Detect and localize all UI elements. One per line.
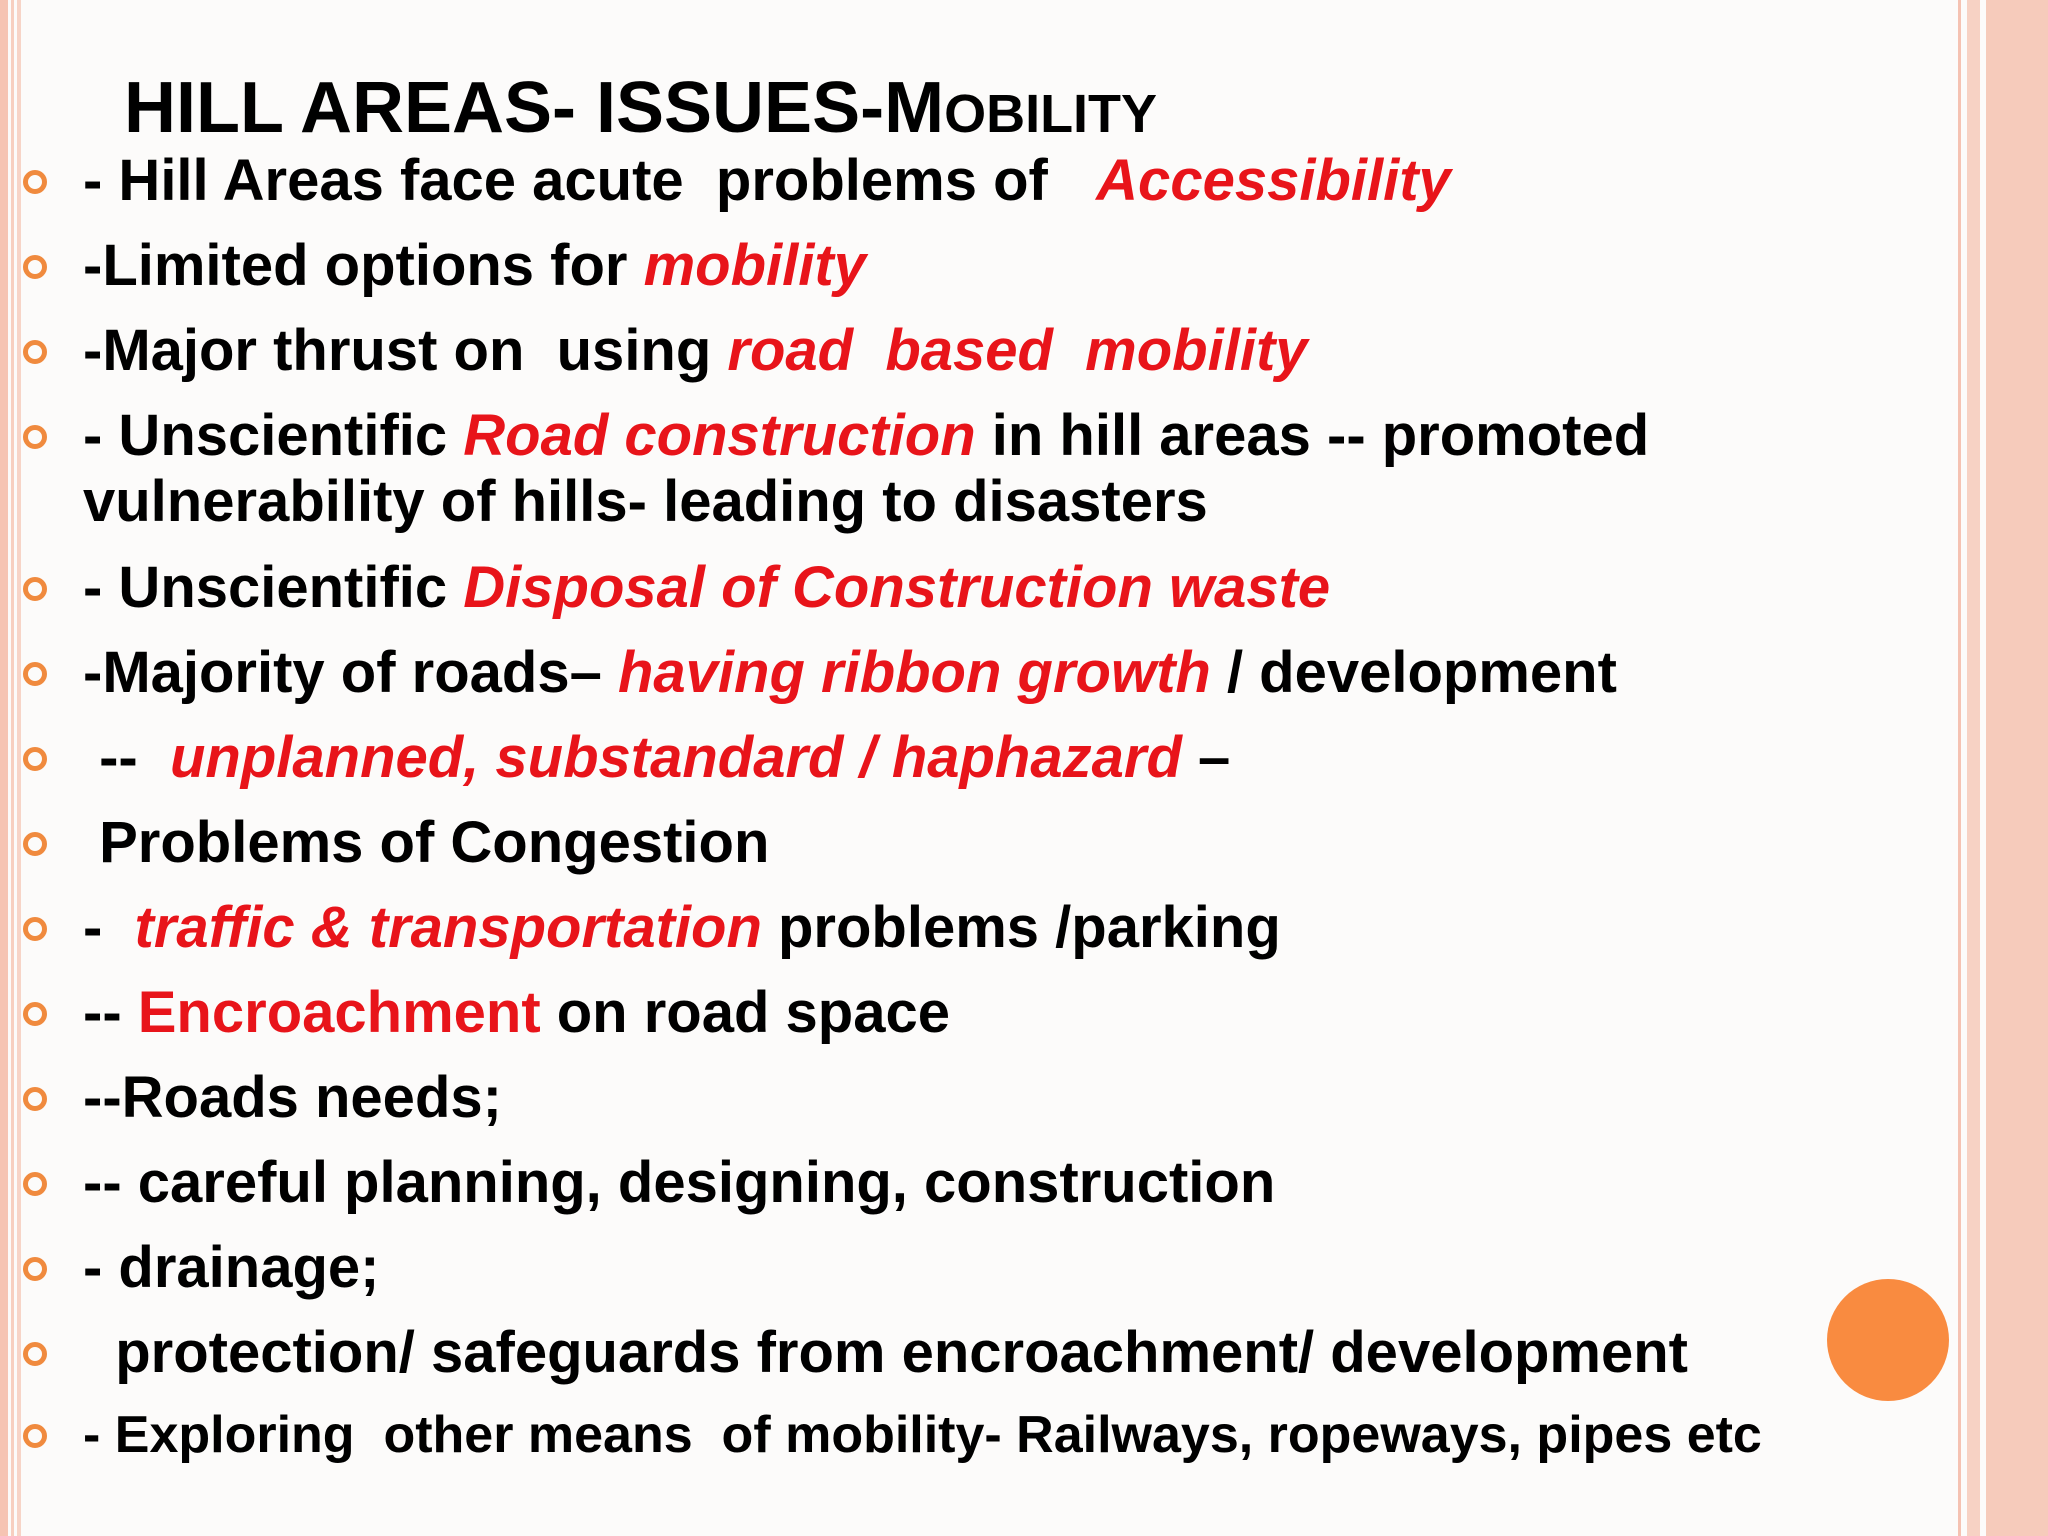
- bullet-item-congestion: [83, 810, 769, 876]
- bullet-text: --: [83, 725, 170, 790]
- hollow-circle-bullet-icon: [23, 747, 47, 771]
- hollow-circle-bullet-icon: [23, 340, 47, 364]
- bullet-item-unplanned: [83, 725, 1230, 791]
- title-main: HILL AREAS- ISSUES-M: [124, 68, 945, 148]
- bullet-item-mobility-options: [83, 233, 866, 299]
- bullet-text: -: [83, 895, 135, 960]
- right-border-band: [1958, 0, 2048, 1536]
- hollow-circle-bullet-icon: [23, 1002, 47, 1026]
- bullet-text: -Majority of roads–: [83, 640, 618, 705]
- hollow-circle-bullet-icon: [23, 577, 47, 601]
- bullet-emphasis: Disposal of Construction waste: [463, 555, 1331, 620]
- bullet-emphasis: having ribbon growth: [617, 640, 1211, 705]
- bullet-text: -Major thrust on using: [83, 318, 728, 383]
- bullet-text: protection/ safeguards from encroachment/ development: [83, 1320, 1688, 1385]
- bullet-item-accessibility: [83, 148, 1451, 214]
- bullet-emphasis: road based mobility: [727, 318, 1308, 383]
- hollow-circle-bullet-icon: [23, 1087, 47, 1111]
- bullet-emphasis: unplanned, substandard / haphazard: [169, 725, 1182, 790]
- bullet-emphasis: Road construction: [463, 403, 976, 468]
- bullet-text: / development: [1210, 640, 1617, 705]
- bullet-text: --: [83, 980, 138, 1045]
- bullet-item-drainage: [83, 1235, 380, 1301]
- bullet-text: –: [1181, 725, 1231, 790]
- bullet-item-road-construction: [83, 403, 1649, 535]
- bullet-emphasis: traffic & transportation: [134, 895, 762, 960]
- hollow-circle-bullet-icon: [23, 662, 47, 686]
- hollow-circle-bullet-icon: [23, 1172, 47, 1196]
- bullet-item-planning: [83, 1150, 1275, 1216]
- bullet-text: in hill areas -- promoted: [975, 403, 1650, 468]
- bullet-text: problems /parking: [761, 895, 1281, 960]
- bullet-text: Problems of Congestion: [83, 810, 770, 875]
- bullet-item-disposal: [83, 555, 1330, 621]
- bullet-emphasis: Encroachment: [137, 980, 541, 1045]
- bullet-emphasis: Accessibility: [1096, 148, 1451, 213]
- hollow-circle-bullet-icon: [23, 832, 47, 856]
- title-smallcaps: OBILITY: [944, 84, 1158, 144]
- hollow-circle-bullet-icon: [23, 1257, 47, 1281]
- bullet-text: - Unscientific: [83, 555, 464, 620]
- bullet-text: - Exploring other means of mobility- Railways, ropeways, pipes etc: [83, 1406, 1762, 1464]
- bullet-text-continued: vulnerability of hills- leading to disasters: [83, 469, 1208, 534]
- bullet-item-ribbon-growth: [83, 640, 1617, 706]
- hollow-circle-bullet-icon: [23, 1342, 47, 1366]
- hollow-circle-bullet-icon: [23, 425, 47, 449]
- bullet-text: --Roads needs;: [83, 1065, 502, 1130]
- bullet-text: -Limited options for: [83, 233, 644, 298]
- bullet-text: -- careful planning, designing, construction: [83, 1150, 1276, 1215]
- bullet-item-encroachment: [83, 980, 950, 1046]
- bullet-item-protection: [83, 1320, 1688, 1386]
- hollow-circle-bullet-icon: [23, 170, 47, 194]
- bullet-text: - Hill Areas face acute problems of: [83, 148, 1097, 213]
- hollow-circle-bullet-icon: [23, 1424, 47, 1448]
- bullet-item-roads-needs: [83, 1065, 502, 1131]
- bullet-text: on road space: [540, 980, 950, 1045]
- bullet-text: - drainage;: [83, 1235, 380, 1300]
- bullet-text: - Unscientific: [83, 403, 464, 468]
- bullet-item-road-based: [83, 318, 1308, 384]
- bullet-item-other-means: [83, 1402, 1762, 1468]
- bullet-emphasis: mobility: [643, 233, 866, 298]
- bullet-item-traffic: [83, 895, 1281, 961]
- hollow-circle-bullet-icon: [23, 917, 47, 941]
- hollow-circle-bullet-icon: [23, 255, 47, 279]
- orange-circle-decoration: [1827, 1279, 1949, 1401]
